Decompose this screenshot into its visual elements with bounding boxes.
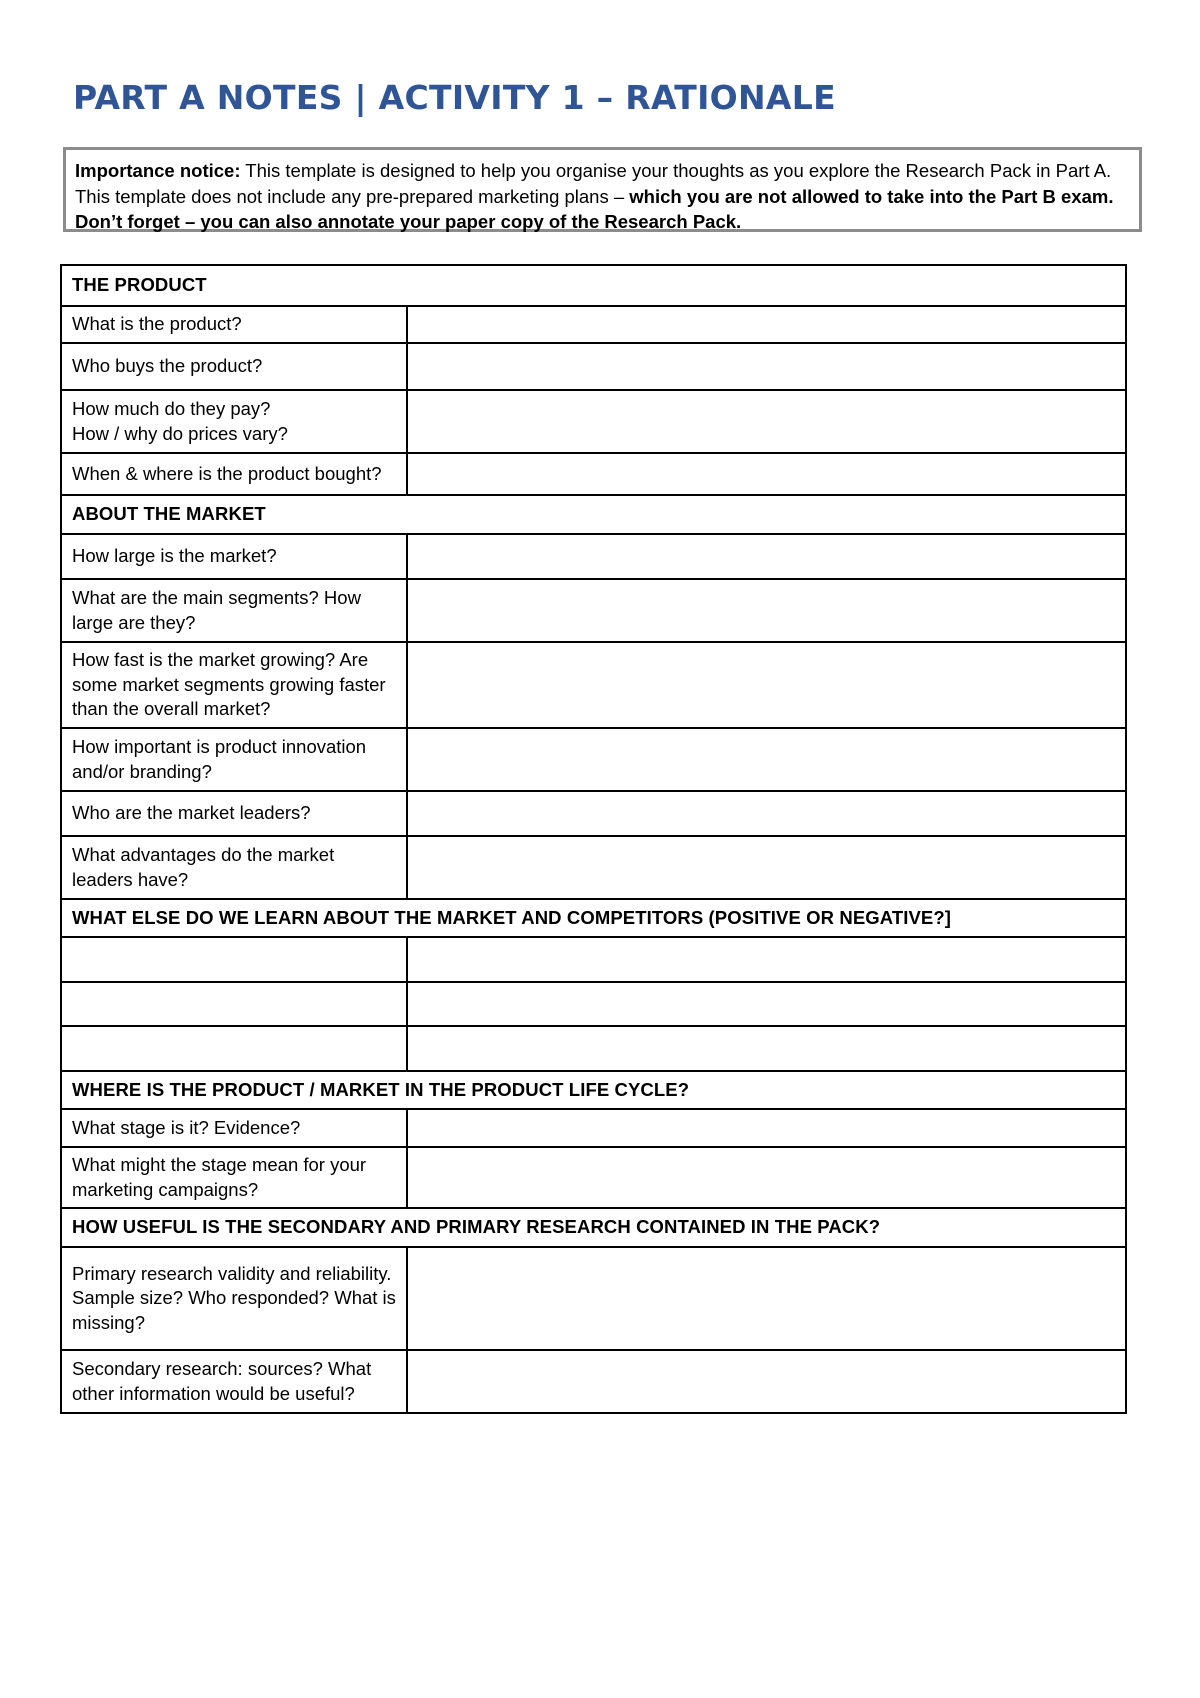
table-row [61,728,1126,791]
notice-bold-text: which you are not allowed to take into the Part B exam. Don’t forget – you can also annotate your paper copy of the Research Pack. [75,185,1114,232]
table-row [61,791,1126,836]
answer-cell[interactable] [407,1109,1126,1147]
section-row-competitors [61,899,1126,937]
question-stage-meaning: What might the stage mean for your marketing campaigns? [61,1147,407,1208]
answer-cell[interactable] [407,343,1126,390]
notice-text: This template is designed to help you organise your thoughts as you explore the Research Pack in Part A. This template does not include any pre-prepared marketing plans – [75,160,1112,207]
table-row [61,1147,1126,1208]
section-heading-lifecycle: WHERE IS THE PRODUCT / MARKET IN THE PRODUCT LIFE CYCLE? [61,1071,1126,1109]
table-row [61,579,1126,642]
answer-cell[interactable] [407,982,1126,1026]
section-row-product [61,265,1126,306]
table-row [61,1350,1126,1413]
table-row [61,836,1126,899]
question-stage-evidence: What stage is it? Evidence? [61,1109,407,1147]
table-row [61,306,1126,343]
question-leader-advantages: What advantages do the market leaders have? [61,836,407,899]
answer-cell[interactable] [407,642,1126,728]
answer-cell[interactable] [407,306,1126,343]
table-row [61,642,1126,728]
answer-cell[interactable] [407,1026,1126,1071]
answer-cell[interactable] [407,534,1126,579]
section-heading-research: HOW USEFUL IS THE SECONDARY AND PRIMARY RESEARCH CONTAINED IN THE PACK? [61,1208,1126,1247]
question-secondary-research: Secondary research: sources? What other information would be useful? [61,1350,407,1413]
question-how-much-pay: How much do they pay? [72,398,271,419]
question-primary-research: Primary research validity and reliability. Sample size? Who responded? What is missing? [61,1247,407,1350]
blank-note-cell[interactable] [61,1026,407,1071]
question-what-is-product: What is the product? [61,306,407,343]
table-row [61,982,1126,1026]
blank-note-cell[interactable] [61,982,407,1026]
question-main-segments: What are the main segments? How large are they? [61,579,407,642]
section-row-research [61,1208,1126,1247]
answer-cell[interactable] [407,937,1126,982]
table-row [61,453,1126,495]
table-row [61,937,1126,982]
answer-cell[interactable] [407,728,1126,791]
table-row [61,1026,1126,1071]
question-market-leaders: Who are the market leaders? [61,791,407,836]
section-row-lifecycle [61,1071,1126,1109]
question-market-size: How large is the market? [61,534,407,579]
table-row [61,343,1126,390]
section-heading-product: THE PRODUCT [61,265,1126,306]
answer-cell[interactable] [407,791,1126,836]
answer-cell[interactable] [407,1247,1126,1350]
answer-cell[interactable] [407,453,1126,495]
answer-cell[interactable] [407,836,1126,899]
blank-note-cell[interactable] [61,937,407,982]
question-innovation-branding: How important is product innovation and/or branding? [61,728,407,791]
answer-cell[interactable] [407,1147,1126,1208]
section-heading-competitors: WHAT ELSE DO WE LEARN ABOUT THE MARKET AND COMPETITORS (POSITIVE OR NEGATIVE?] [61,899,1126,937]
page-title: PART A NOTES | ACTIVITY 1 – RATIONALE [73,78,836,117]
answer-cell[interactable] [407,579,1126,642]
answer-cell[interactable] [407,1350,1126,1413]
table-row [61,390,1126,453]
notes-table [60,264,1127,1414]
question-who-buys: Who buys the product? [61,343,407,390]
table-row [61,534,1126,579]
section-heading-market: ABOUT THE MARKET [61,495,1126,534]
question-price [61,390,407,453]
question-market-growth: How fast is the market growing? Are some market segments growing faster than the overall market? [61,642,407,728]
question-when-where-bought: When & where is the product bought? [61,453,407,495]
notice-label: Importance notice: [75,160,241,181]
section-row-market [61,495,1126,534]
table-row [61,1247,1126,1350]
answer-cell[interactable] [407,390,1126,453]
table-row [61,1109,1126,1147]
importance-notice [63,147,1142,232]
question-price-vary: How / why do prices vary? [72,422,288,444]
